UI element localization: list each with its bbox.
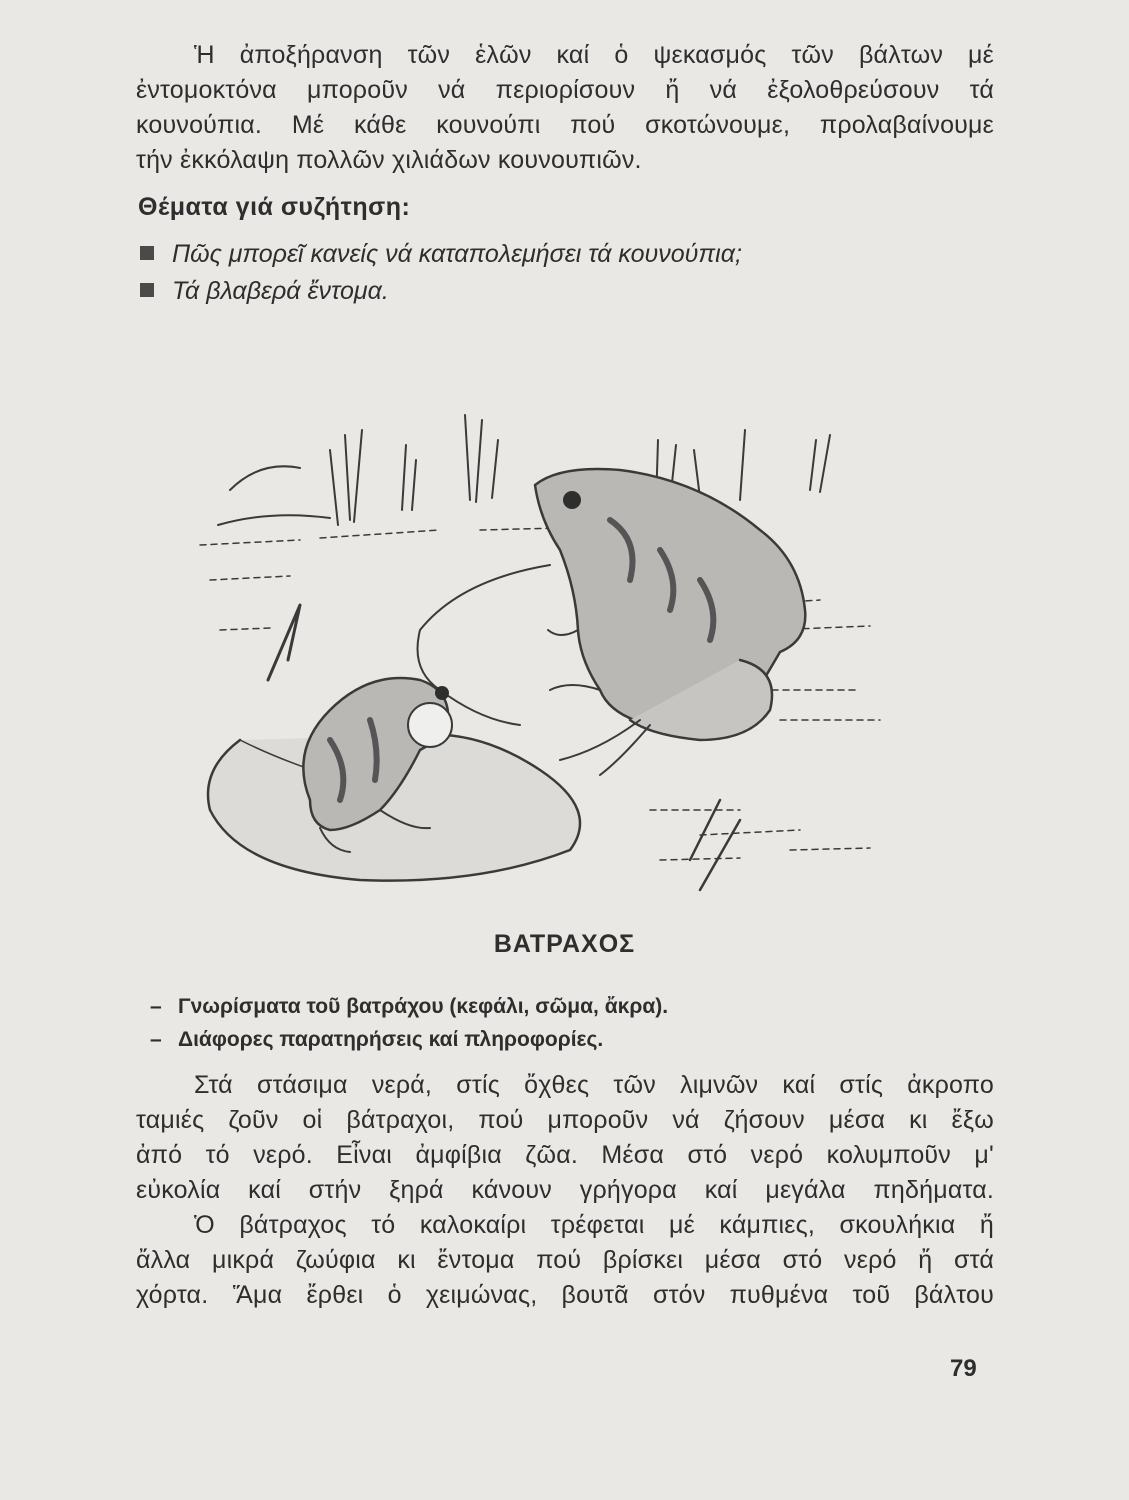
frog-p2-line-3: χόρτα. Ἅμα ἔρθει ὁ χειμώνας, βουτᾶ στόν πυθμένα τοῦ βάλτου [136,1281,994,1309]
discussion-topic-text: Πῶς μπορεῖ κανείς νά καταπολεμήσει τά κουνούπια; [172,240,742,268]
frog-paragraph-2 [136,1208,994,1313]
frog-p1-line-2: ταμιές ζοῦν οἱ βάτραχοι, πού μποροῦν νά ζήσουν μέσα κι ἔξω [136,1106,994,1134]
frog-p2-line-2: ἄλλα μικρά ζωύφια κι ἔντομα πού βρίσκει μέσα στό νερό ἤ στά [136,1246,994,1274]
section-point-text: Γνωρίσματα τοῦ βατράχου (κεφάλι, σῶμα, ἄκρα). [178,995,669,1018]
frog-p1-line-4: εὐκολία καί στήν ξηρά κάνουν γρήγορα καί μεγάλα πηδήματα. [136,1176,994,1204]
intro-paragraph [136,38,994,178]
page-number: 79 [950,1355,977,1382]
frog-p1-line-3: ἀπό τό νερό. Εἶναι ἀμφίβια ζῶα. Μέσα στό νερό κολυμποῦν μ' [136,1141,994,1169]
section-points [150,990,668,1056]
discussion-topic [140,273,742,310]
square-bullet-icon [140,246,154,260]
discussion-topic-text: Τά βλαβερά ἔντομα. [172,277,389,305]
intro-line-2: ἐντομοκτόνα μποροῦν νά περιορίσουν ἤ νά ἐξολοθρεύσουν τά [136,76,994,104]
dash-marker: – [150,1028,162,1051]
intro-line-1: Ἡ ἀποξήρανση τῶν ἑλῶν καί ὁ ψεκασμός τῶν βάλτων μέ [194,41,994,69]
section-title: ΒΑΤΡΑΧΟΣ [493,930,636,958]
square-bullet-icon [140,283,154,297]
frog-p1-line-1: Στά στάσιμα νερά, στίς ὄχθες τῶν λιμνῶν καί στίς ἀκροπο [194,1071,994,1099]
section-point [150,1023,668,1056]
intro-line-4: τήν ἐκκόλαψη πολλῶν χιλιάδων κουνουπιῶν. [136,146,642,174]
discussion-heading: Θέματα γιά συζήτηση: [138,193,411,221]
frog-paragraph-1 [136,1068,994,1208]
intro-line-3: κουνούπια. Μέ κάθε κουνούπι πού σκοτώνουμε, προλαβαίνουμε [136,111,994,139]
section-point [150,990,668,1023]
discussion-topics [140,236,742,310]
frog-illustration [180,390,900,910]
discussion-topic [140,236,742,273]
dash-marker: – [150,995,162,1018]
section-point-text: Διάφορες παρατηρήσεις καί πληροφορίες. [178,1028,604,1051]
frog-p2-line-1: Ὁ βάτραχος τό καλοκαίρι τρέφεται μέ κάμπιες, σκουλήκια ἤ [194,1211,994,1239]
